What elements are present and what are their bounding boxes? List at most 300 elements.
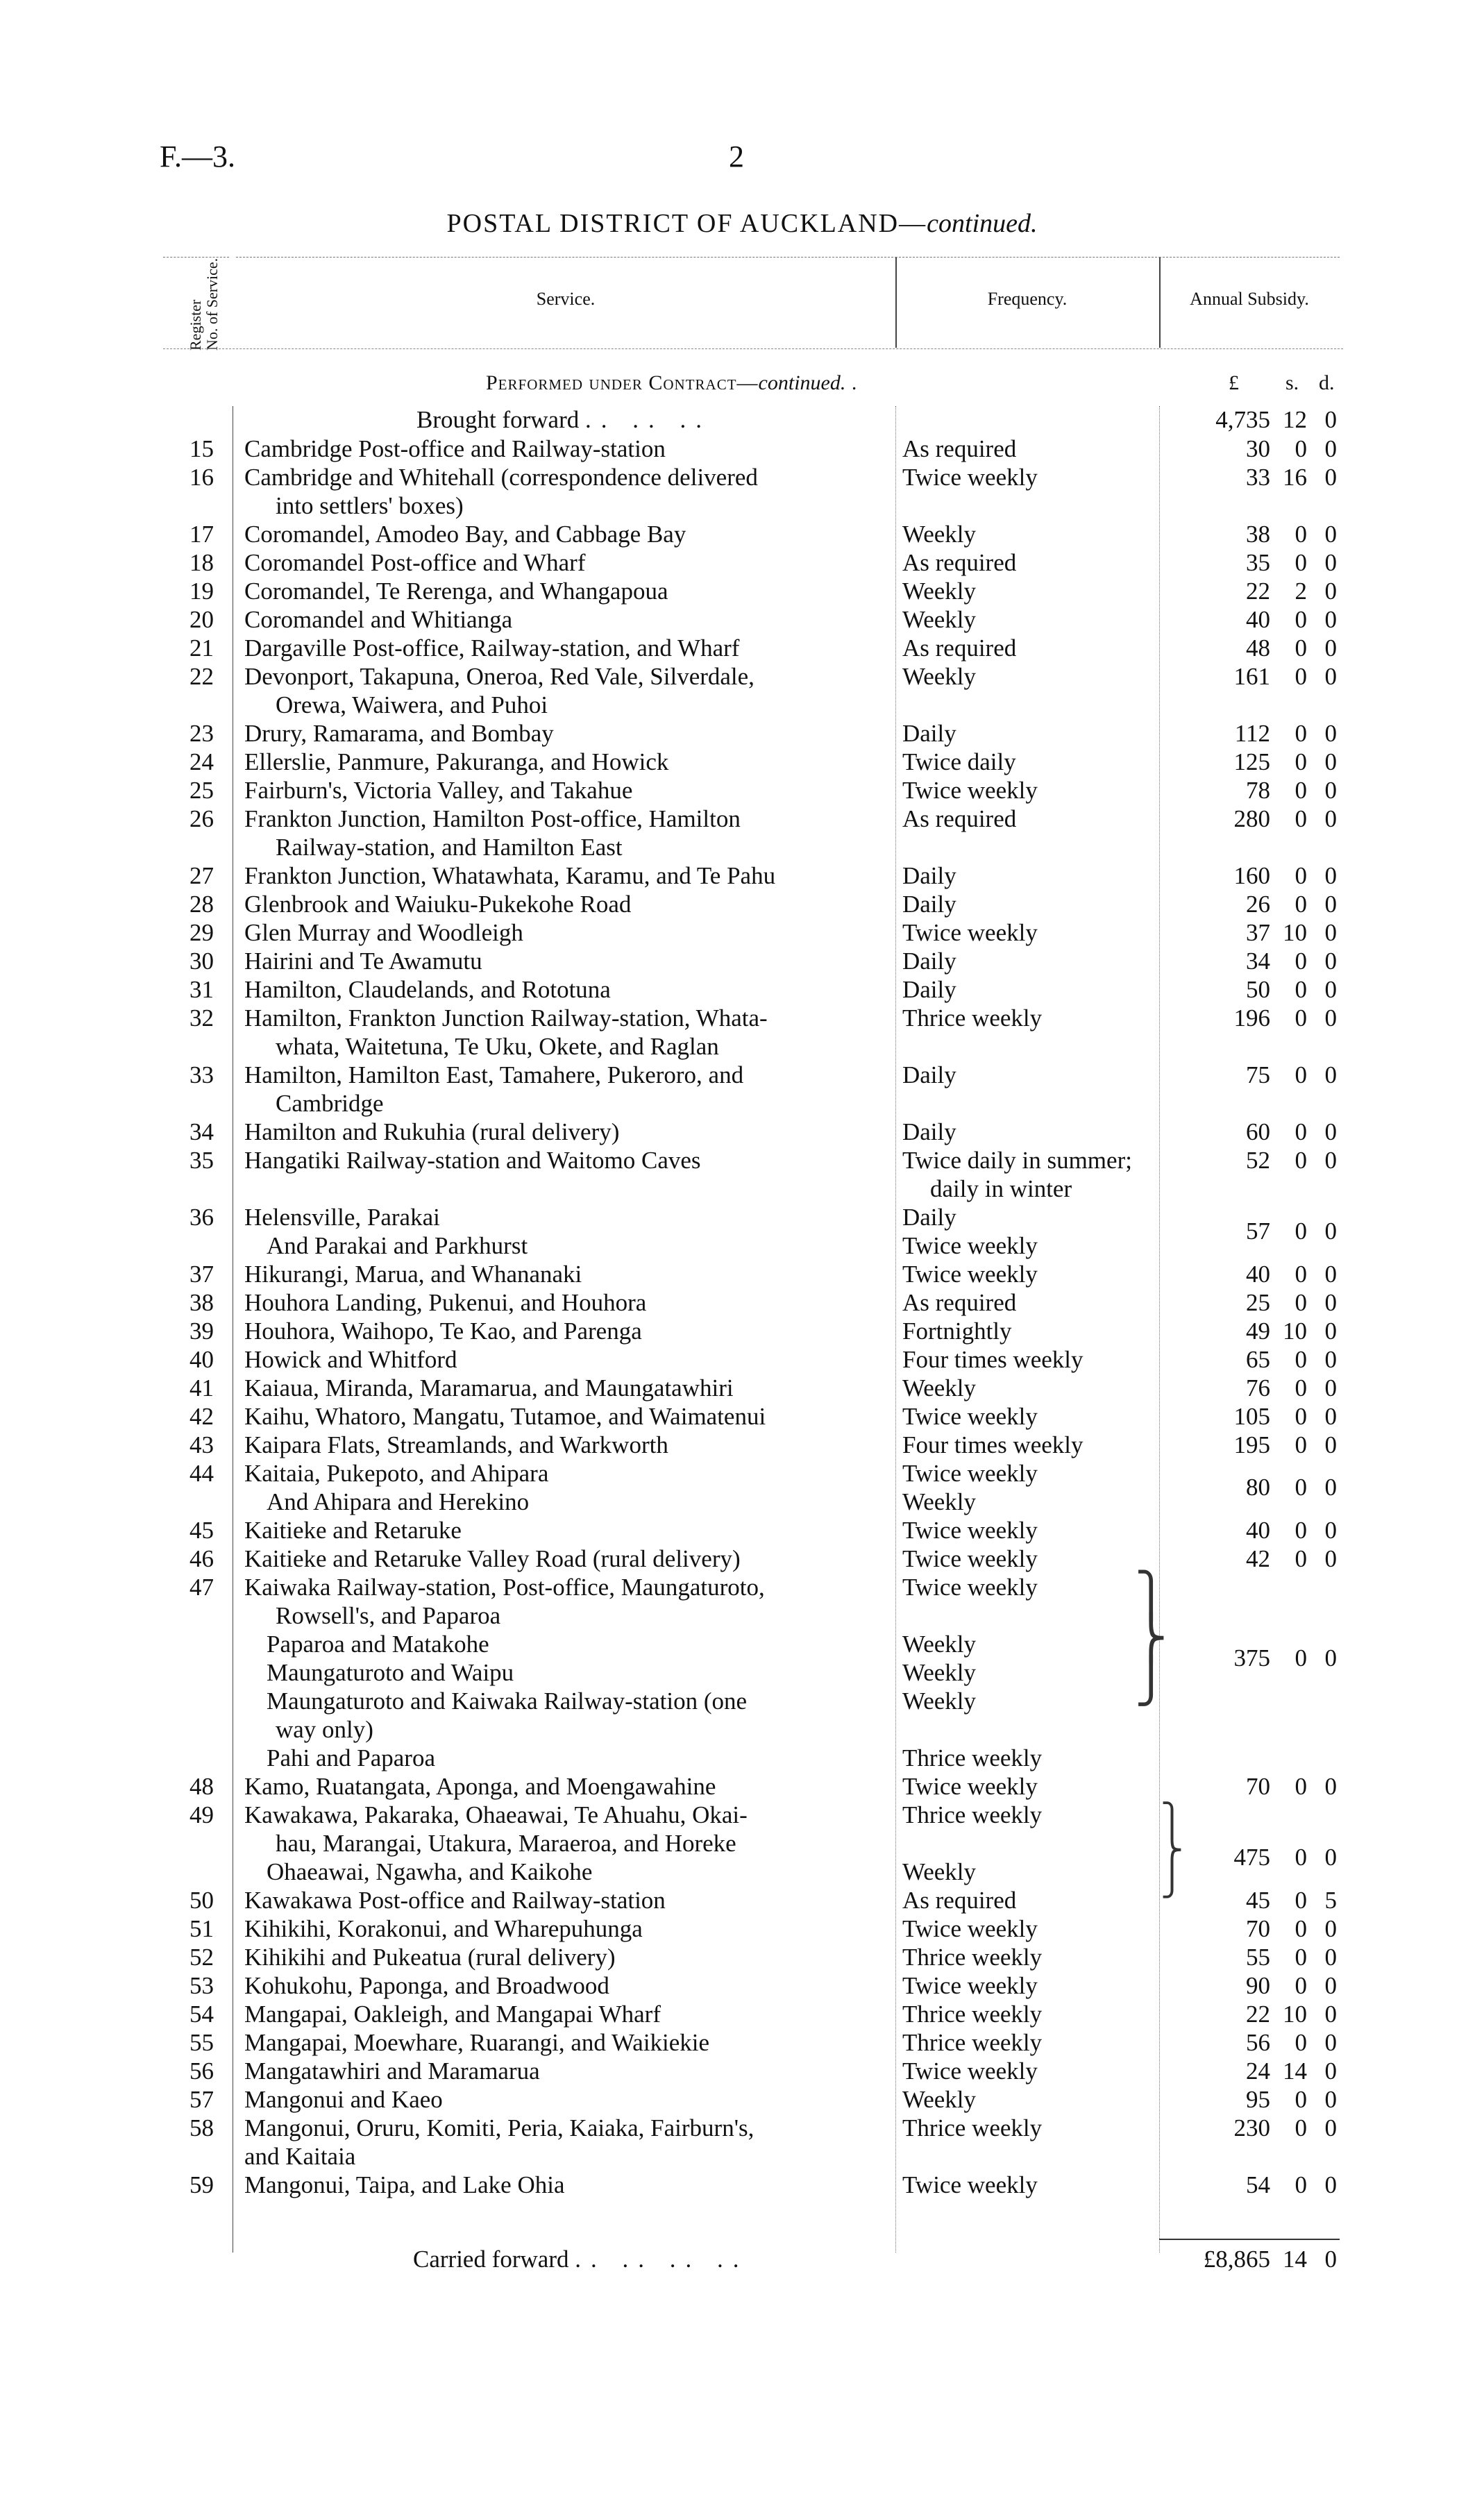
subsidy-pence: 0 [1324,720,1337,747]
register-number: 54 [189,2001,214,2028]
frequency [902,1943,1152,1971]
subsidy-pounds: 24 [1246,2057,1270,2085]
frequency-line: Weekly [902,2086,977,2113]
frequency [902,1203,1152,1260]
subsidy-pence: 0 [1324,1318,1337,1345]
service-description [244,2000,869,2028]
frequency [902,2028,1152,2057]
frequency-line: Four times weekly [902,1346,1084,1373]
subsidy-shillings: 0 [1295,1374,1307,1401]
subsidy-pounds: 280 [1233,805,1270,832]
subsidy-shillings: 0 [1295,1261,1307,1288]
header-rule [163,348,1343,349]
frequency [902,1118,1152,1146]
service-line: Hamilton, Claudelands, and Rototuna [244,976,611,1003]
service-description [244,1772,869,1801]
subsidy-shillings: 0 [1295,1403,1307,1430]
subsidy-pence: 0 [1324,2086,1337,2113]
register-column-label [187,258,221,351]
frequency [902,2057,1152,2085]
subsidy-pounds: 160 [1233,862,1270,889]
service-line: Rowsell's, and Paparoa [276,1602,501,1629]
service-line: Coromandel Post-office and Wharf [244,549,586,576]
subsidy-shillings: 0 [1295,663,1307,690]
service-description [244,577,869,605]
frequency-line: Thrice weekly [902,1744,1043,1771]
table-row [0,1402,1484,1431]
frequency-line: Daily [902,891,956,918]
frequency-line: Thrice weekly [902,2001,1043,2028]
service-line: Houhora, Waihopo, Te Kao, and Parenga [244,1318,642,1345]
subsidy-pence: 0 [1324,606,1337,633]
section-heading: Performed under Contract—continued. . [486,371,858,394]
service-line: Cambridge and Whitehall (correspondence delivered [244,464,758,491]
register-number: 29 [189,919,214,946]
table-row [0,918,1484,947]
service-description [244,1288,869,1317]
table-row [0,861,1484,890]
frequency-line: As required [902,1887,1017,1914]
subsidy-shillings: 0 [1295,1773,1307,1800]
subsidy-pence: 0 [1324,435,1337,462]
service-description [244,1886,869,1914]
service-line: Frankton Junction, Whatawhata, Karamu, and Te Pahu [244,862,776,889]
service-description [244,662,869,719]
service-description [244,1573,869,1772]
subsidy-pounds: 49 [1246,1318,1270,1345]
register-number: 31 [189,976,214,1003]
register-number: 15 [189,435,214,462]
subsidy-shillings: 0 [1295,1346,1307,1373]
service-description [244,463,869,520]
subsidy-pounds: 95 [1246,2086,1270,2113]
table-row [0,890,1484,918]
table-row [0,1943,1484,1971]
frequency [902,748,1152,776]
register-number: 22 [189,663,214,690]
subsidy-shillings: 16 [1283,464,1307,491]
service-description [244,1118,869,1146]
frequency-line: As required [902,805,1017,832]
subsidy-shillings: 0 [1295,549,1307,576]
subsidy-pounds: 54 [1246,2171,1270,2198]
frequency [902,1374,1152,1402]
table-row [0,2085,1484,2114]
subsidy-pounds: 78 [1246,777,1270,804]
frequency [902,1061,1152,1089]
frequency-line: Weekly [902,1858,977,1885]
frequency-column-header [895,257,1161,348]
frequency [902,1431,1152,1459]
service-description [244,719,869,748]
service-description [244,1374,869,1402]
service-line: Houhora Landing, Pukenui, and Houhora [244,1289,647,1316]
frequency-line: Weekly [902,1374,977,1401]
table-row [0,1203,1484,1260]
frequency-line: Daily [902,1061,956,1088]
frequency [902,1971,1152,2000]
subsidy-pounds: 60 [1246,1118,1270,1145]
subsidy-pence: 0 [1324,805,1337,832]
frequency [902,1573,1152,1772]
frequency-line: Thrice weekly [902,1801,1043,1828]
table-row [0,805,1484,861]
subsidy-pence: 0 [1324,1061,1337,1088]
service-line: hau, Marangai, Utakura, Maraeroa, and Horeke [276,1830,736,1857]
frequency-line: Twice weekly [902,1517,1038,1544]
register-number: 34 [189,1118,214,1145]
carried-forward-amount [1173,2246,1340,2274]
service-description [244,1146,869,1175]
frequency [902,435,1152,463]
subsidy-pounds: 22 [1246,2001,1270,2028]
subsidy-pounds: 230 [1233,2114,1270,2141]
frequency [902,1345,1152,1374]
service-description [244,1004,869,1061]
frequency [902,1459,1152,1516]
table-row [0,719,1484,748]
frequency [902,463,1152,491]
subsidy-pounds: 40 [1246,1517,1270,1544]
frequency-line: Twice weekly [902,2171,1038,2198]
subsidy-shillings: 0 [1295,435,1307,462]
service-line: Paparoa and Matakohe [267,1631,489,1658]
subsidy-pounds: 45 [1246,1887,1270,1914]
service-description [244,1402,869,1431]
carried-forward-pence: 0 [1324,2246,1337,2273]
service-line: Devonport, Takapuna, Oneroa, Red Vale, Silverdale, [244,663,754,690]
service-line: Mangatawhiri and Maramarua [244,2057,540,2085]
frequency [902,1402,1152,1431]
carried-forward-shillings: 14 [1283,2246,1307,2273]
service-description [244,1061,869,1118]
frequency-line: As required [902,549,1017,576]
register-number: 27 [189,862,214,889]
subsidy-pence: 0 [1324,1644,1337,1672]
subsidy-pence: 0 [1324,2057,1337,2085]
subsidy-shillings: 0 [1295,2029,1307,2056]
subsidy-pence: 0 [1324,748,1337,775]
service-description [244,748,869,776]
subsidy-shillings: 0 [1295,1218,1307,1245]
service-line: Mangonui and Kaeo [244,2086,443,2113]
register-number: 53 [189,1972,214,1999]
frequency-line: daily in winter [930,1175,1072,1202]
subsidy-shillings: 0 [1295,1517,1307,1544]
subsidy-pence: 0 [1324,1004,1337,1032]
table-row [0,1772,1484,1801]
subsidy-pence: 0 [1324,663,1337,690]
subsidy-shillings: 0 [1295,891,1307,918]
subsidy-pounds: 76 [1246,1374,1270,1401]
frequency [902,662,1152,691]
subsidy-shillings: 0 [1295,1431,1307,1458]
service-description [244,2114,869,2171]
frequency-line [902,1601,1152,1630]
register-number: 52 [189,1944,214,1971]
carried-forward-label: Carried forward .. .. .. .. [413,2246,749,2273]
title-suffix: continued. [927,209,1038,238]
register-number: 48 [189,1773,214,1800]
subsidy-pounds: 42 [1246,1545,1270,1572]
subsidy-shillings: 0 [1295,1844,1307,1871]
register-number: 59 [189,2171,214,2198]
service-line: And Ahipara and Herekino [267,1488,530,1515]
frequency-line: Fortnightly [902,1318,1012,1345]
subsidy-shillings: 0 [1295,634,1307,662]
subsidy-pounds: 33 [1246,464,1270,491]
subsidy-shillings: 0 [1295,521,1307,548]
register-number: 23 [189,720,214,747]
register-number: 41 [189,1374,214,1401]
service-description [244,2171,869,2199]
service-line: Kaitieke and Retaruke [244,1517,462,1544]
page-number: 2 [729,140,744,174]
subsidy-pence: 0 [1324,1147,1337,1174]
subsidy-pounds: 48 [1246,634,1270,662]
service-line: And Parakai and Parkhurst [267,1232,528,1259]
service-line: Coromandel and Whitianga [244,606,513,633]
table-row [0,1573,1484,1772]
register-number: 35 [189,1147,214,1174]
service-line: Maungaturoto and Kaiwaka Railway-station (one [267,1687,748,1715]
register-number: 38 [189,1289,214,1316]
frequency-line: Twice daily in summer; [902,1147,1132,1174]
frequency [902,548,1152,577]
service-line: Helensville, Parakai [244,1204,440,1231]
subsidy-pence: 0 [1324,464,1337,491]
service-description [244,1345,869,1374]
subsidy-pence: 5 [1324,1887,1337,1914]
register-number: 20 [189,606,214,633]
frequency-line: Thrice weekly [902,2114,1043,2141]
table-row [0,2171,1484,2199]
subsidy-shillings: 10 [1283,919,1307,946]
subsidy-pence: 0 [1324,1915,1337,1942]
subsidy-pounds: 55 [1246,1944,1270,1971]
service-line: Orewa, Waiwera, and Puhoi [276,691,548,718]
service-line: Ellerslie, Panmure, Pakuranga, and Howick [244,748,669,775]
subsidy-shillings: 0 [1295,1545,1307,1572]
service-line: way only) [276,1716,373,1743]
register-number: 46 [189,1545,214,1572]
subsidy-pence: 0 [1324,2114,1337,2141]
subsidy-shillings: 0 [1295,1118,1307,1145]
subsidy-pounds: 80 [1246,1474,1270,1501]
register-number: 40 [189,1346,214,1373]
frequency [902,890,1152,918]
frequency [902,975,1152,1004]
brought-forward-pounds: 4,735 [1215,406,1270,433]
subsidy-shillings: 0 [1295,2114,1307,2141]
table-row [0,1061,1484,1118]
service-line: Kaiaua, Miranda, Maramarua, and Maungatawhiri [244,1374,734,1401]
subsidy-pounds: 75 [1246,1061,1270,1088]
table-row [0,947,1484,975]
subsidy-pence: 0 [1324,1517,1337,1544]
frequency-line: Daily [902,1204,956,1231]
frequency [902,1801,1152,1886]
subsidy-shillings: 0 [1295,862,1307,889]
table-row [0,1288,1484,1317]
service-line: Kawakawa, Pakaraka, Ohaeawai, Te Ahuahu, Okai- [244,1801,748,1828]
service-description [244,2028,869,2057]
table-row [0,577,1484,605]
register-number: 58 [189,2114,214,2141]
service-line: Kohukohu, Paponga, and Broadwood [244,1972,609,1999]
subsidy-pounds: 195 [1233,1431,1270,1458]
subsidy-pounds: 34 [1246,948,1270,975]
subsidy-shillings: 0 [1295,976,1307,1003]
table-row [0,662,1484,719]
frequency-line: Twice weekly [902,2057,1038,2085]
subsidy-pence: 0 [1324,2001,1337,2028]
subsidy-pence: 0 [1324,1773,1337,1800]
service-line: into settlers' boxes) [276,492,464,519]
subsidy-pounds: 40 [1246,1261,1270,1288]
frequency [902,947,1152,975]
table-row [0,1971,1484,2000]
service-line: Dargaville Post-office, Railway-station, and Wharf [244,634,740,662]
frequency-line: Thrice weekly [902,1944,1043,1971]
table-row [0,548,1484,577]
services-table [0,435,1484,2199]
brought-forward-pence: 0 [1324,406,1337,433]
subsidy-pounds: 30 [1246,435,1270,462]
subsidy-pence: 0 [1324,2171,1337,2198]
register-number: 28 [189,891,214,918]
frequency-line: Weekly [902,663,977,690]
frequency-line: Daily [902,1118,956,1145]
service-line: Glen Murray and Woodleigh [244,919,523,946]
total-rule [1159,2239,1340,2240]
service-line: Mangapai, Oakleigh, and Mangapai Wharf [244,2001,661,2028]
page-title [0,208,1484,239]
service-line: Fairburn's, Victoria Valley, and Takahue [244,777,633,804]
table-row [0,1374,1484,1402]
subsidy-pounds: 26 [1246,891,1270,918]
brought-forward-shillings: 12 [1283,406,1307,433]
subsidy-shillings: 0 [1295,948,1307,975]
service-description [244,1203,869,1260]
table-row [0,1914,1484,1943]
frequency-line: Thrice weekly [902,1004,1043,1032]
frequency [902,605,1152,634]
service-line: Hangatiki Railway-station and Waitomo Caves [244,1147,701,1174]
frequency [902,1004,1152,1032]
frequency [902,861,1152,890]
frequency [902,634,1152,662]
page-reference: F.—3. [160,140,235,174]
service-description [244,605,869,634]
frequency-line: Twice weekly [902,464,1038,491]
service-column-label: Service. [536,289,596,309]
frequency [902,719,1152,748]
frequency-line: Weekly [902,578,977,605]
subsidy-pence: 0 [1324,521,1337,548]
subsidy-pence: 0 [1324,1431,1337,1458]
subsidy-pence: 0 [1324,1545,1337,1572]
register-number: 50 [189,1887,214,1914]
frequency-line: Thrice weekly [902,2029,1043,2056]
frequency [902,1317,1152,1345]
service-line: Kamo, Ruatangata, Aponga, and Moengawahine [244,1773,716,1800]
subsidy-shillings: 14 [1283,2057,1307,2085]
subsidy-shillings: 0 [1295,1474,1307,1501]
frequency-line: Daily [902,720,956,747]
frequency-line: Twice weekly [902,1972,1038,1999]
subsidy-shillings: 0 [1295,1004,1307,1032]
service-line: Ohaeawai, Ngawha, and Kaikohe [267,1858,593,1885]
frequency [902,1772,1152,1801]
table-row [0,520,1484,548]
subsidy-pence: 0 [1324,1374,1337,1401]
service-description [244,1943,869,1971]
subsidy-column-label: Annual Subsidy. [1190,289,1309,309]
table-row [0,1260,1484,1288]
subsidy-shillings: 10 [1283,1318,1307,1345]
subsidy-shillings: 0 [1295,777,1307,804]
section-heading-suffix: continued. [758,371,846,394]
unit-shillings: s. [1285,371,1299,394]
subsidy-shillings: 0 [1295,1147,1307,1174]
subsidy-pounds: 22 [1246,578,1270,605]
table-row [0,605,1484,634]
frequency [902,1146,1152,1203]
subsidy-pence: 0 [1324,891,1337,918]
frequency [902,2000,1152,2028]
frequency-line: Weekly [902,1687,977,1715]
frequency [902,1544,1152,1573]
frequency-line: Weekly [902,521,977,548]
register-number: 45 [189,1517,214,1544]
service-description [244,1516,869,1544]
unit-pence: d. [1319,371,1335,394]
subsidy-pounds: 56 [1246,2029,1270,2056]
service-description [244,805,869,861]
register-number: 30 [189,948,214,975]
table-row [0,776,1484,805]
frequency-line: Twice daily [902,748,1016,775]
service-line: Hairini and Te Awamutu [244,948,482,975]
subsidy-pounds: 196 [1233,1004,1270,1032]
register-number: 56 [189,2057,214,2085]
frequency-line: As required [902,435,1017,462]
frequency-line [902,1829,1152,1858]
subsidy-shillings: 0 [1295,805,1307,832]
subsidy-pounds: 90 [1246,1972,1270,1999]
service-line: Railway-station, and Hamilton East [276,834,623,861]
service-description [244,1260,869,1288]
frequency-line: Four times weekly [902,1431,1084,1458]
register-number: 51 [189,1915,214,1942]
service-description [244,1431,869,1459]
subsidy-column-header [1159,257,1340,348]
register-number: 36 [189,1204,214,1231]
subsidy-pence: 0 [1324,919,1337,946]
service-line: Maungaturoto and Waipu [267,1659,514,1686]
frequency-line: Daily [902,976,956,1003]
service-line: whata, Waitetuna, Te Uku, Okete, and Raglan [276,1033,719,1060]
subsidy-pounds: 40 [1246,606,1270,633]
subsidy-pence: 0 [1324,777,1337,804]
subsidy-shillings: 0 [1295,1944,1307,1971]
subsidy-pounds: 161 [1233,663,1270,690]
subsidy-pounds: 112 [1234,720,1270,747]
service-line: Kaihu, Whatoro, Mangatu, Tutamoe, and Waimatenui [244,1403,766,1430]
frequency [902,1288,1152,1317]
subsidy-pence: 0 [1324,948,1337,975]
